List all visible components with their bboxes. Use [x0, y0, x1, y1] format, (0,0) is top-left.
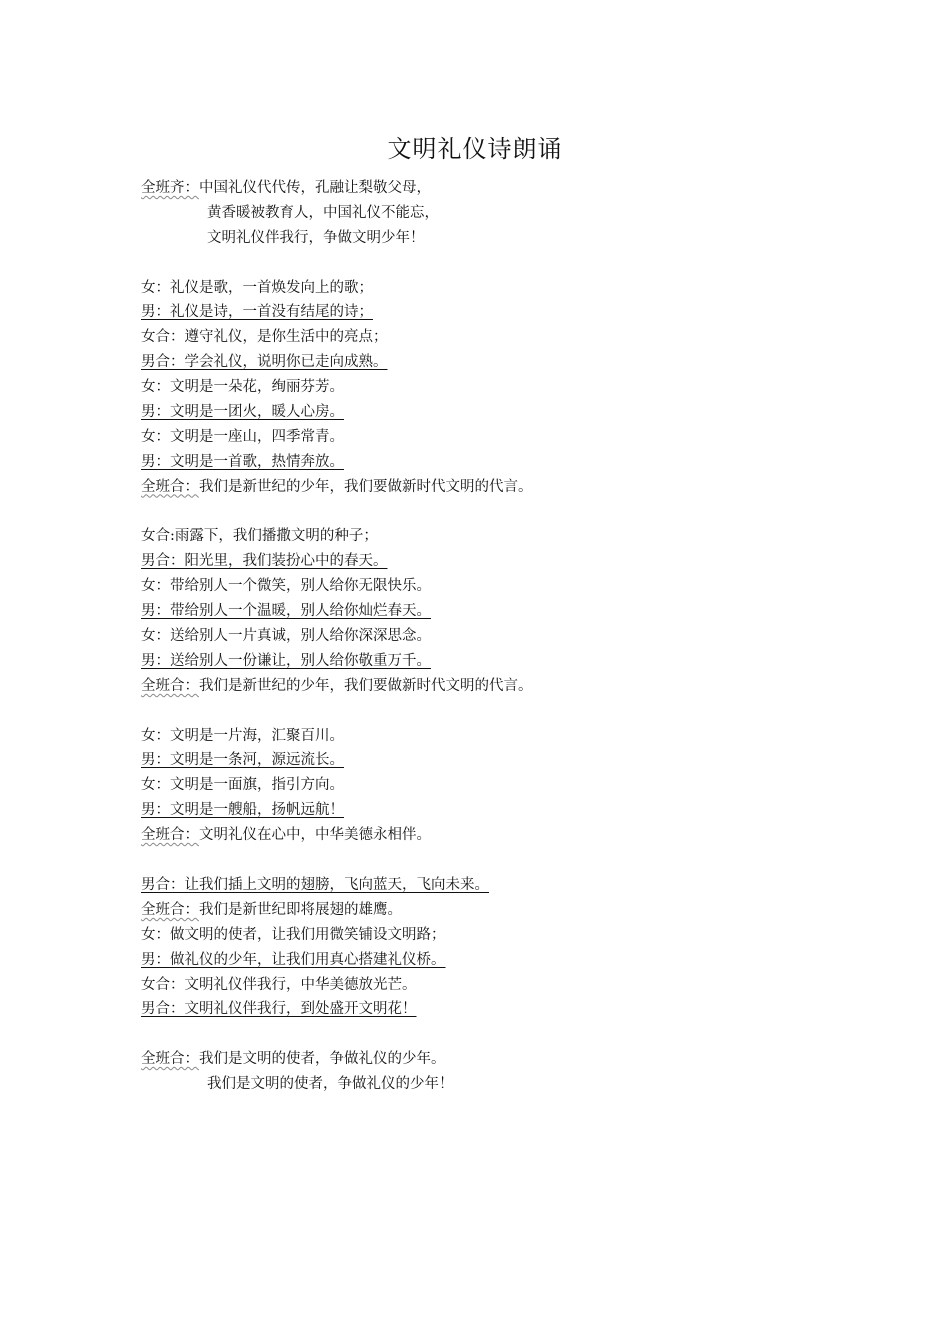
line-text: 文明是一条河，源远流长。 [170, 752, 344, 769]
speaker-label: 女合： [141, 976, 185, 993]
line-content [141, 1051, 446, 1067]
line-text: 文明礼仪伴我行，中华美德放光芒。 [184, 976, 417, 993]
line-content [141, 877, 499, 893]
speaker-label: 女： [141, 578, 170, 595]
line-content [141, 528, 378, 544]
line-content [141, 479, 533, 495]
speaker-label: 女： [141, 628, 170, 645]
line-text: 文明礼仪在心中，中华美德永相伴。 [199, 827, 431, 844]
speaker-label: 男合： [141, 1001, 185, 1018]
poem-line [141, 475, 901, 500]
speaker-label: 女： [141, 727, 170, 744]
line-text: 文明是一朵花，绚丽芬芳。 [170, 379, 344, 396]
line-text: 文明是一片海，汇聚百川。 [170, 727, 344, 744]
poem-line [141, 574, 901, 599]
poem-line [141, 400, 901, 425]
line-content [141, 304, 383, 320]
line-text: 文明礼仪伴我行，争做文明少年！ [207, 229, 425, 246]
line-text: 让我们插上文明的翅膀，飞向蓝天，飞向未来。 [184, 876, 489, 893]
line-text: 中国礼仪代代传，孔融让梨敬父母， [199, 180, 431, 196]
poem-title: 文明礼仪诗朗诵 [387, 135, 563, 163]
line-content [141, 180, 431, 196]
line-content [141, 379, 344, 395]
speaker-label: 全班合： [141, 1051, 199, 1068]
line-text: 雨露下，我们播撒文明的种子； [174, 528, 378, 545]
poem-line [141, 748, 901, 773]
line-content [141, 653, 441, 669]
line-content [141, 952, 456, 968]
line-content [141, 404, 354, 420]
poem-line [141, 425, 901, 450]
line-text: 我们是新世纪即将展翅的雄鹰。 [199, 901, 402, 918]
poem-line [141, 176, 901, 201]
stanza-gap [141, 500, 901, 525]
poem-line [141, 674, 901, 699]
speaker-label: 男： [141, 802, 170, 819]
stanza-gap [141, 1022, 901, 1047]
poem-line [141, 873, 901, 898]
line-text: 文明是一座山，四季常青。 [170, 428, 344, 445]
line-text: 遵守礼仪，是你生活中的亮点； [184, 329, 388, 346]
speaker-label: 女合： [141, 329, 185, 346]
line-content [141, 603, 441, 619]
line-text: 阳光里，我们装扮心中的春天。 [184, 553, 388, 570]
stanza-gap [141, 699, 901, 724]
poem-line [141, 1072, 901, 1097]
speaker-label: 全班合： [141, 901, 199, 918]
line-text: 带给别人一个微笑，别人给你无限快乐。 [170, 578, 431, 595]
line-text: 文明是一艘船，扬帆远航！ [170, 802, 344, 819]
line-text: 文明是一团火，暖人心房。 [170, 404, 344, 421]
speaker-label: 男合： [141, 354, 185, 371]
speaker-label: 全班合： [141, 677, 199, 694]
line-text: 礼仪是歌，一首焕发向上的歌； [170, 279, 373, 296]
line-content [141, 280, 373, 296]
speaker-label: 男： [141, 951, 170, 968]
speaker-label: 男： [141, 603, 170, 620]
speaker-label: 男： [141, 404, 170, 421]
poem-body [141, 176, 901, 1097]
line-text: 文明是一首歌，热情奔放。 [170, 453, 344, 470]
poem-line [141, 1047, 901, 1072]
speaker-label: 女合: [141, 528, 175, 545]
line-content [141, 977, 417, 993]
line-content [141, 329, 388, 345]
speaker-label: 女： [141, 379, 170, 396]
poem-line [141, 375, 901, 400]
speaker-label: 全班齐： [141, 180, 199, 196]
poem-line [141, 599, 901, 624]
speaker-label: 女： [141, 279, 170, 296]
line-text: 我们是新世纪的少年，我们要做新时代文明的代言。 [199, 677, 533, 694]
line-text: 文明是一面旗，指引方向。 [170, 777, 344, 794]
poem-line [141, 798, 901, 823]
stanza-gap [141, 251, 901, 276]
stanza-gap [141, 848, 901, 873]
speaker-label: 男合： [141, 876, 185, 893]
line-content [141, 802, 354, 818]
line-text: 我们是新世纪的少年，我们要做新时代文明的代言。 [199, 478, 533, 495]
line-content [141, 628, 431, 644]
speaker-label: 女： [141, 777, 170, 794]
line-text: 黄香暖被教育人，中国礼仪不能忘， [207, 204, 439, 221]
line-content [141, 578, 431, 594]
line-content [141, 728, 344, 744]
poem-line [141, 226, 901, 251]
poem-line [141, 450, 901, 475]
speaker-label: 全班合： [141, 827, 199, 844]
line-content [141, 927, 446, 943]
line-text: 做文明的使者，让我们用微笑铺设文明路； [170, 926, 446, 943]
poem-line [141, 350, 901, 375]
line-content [141, 902, 402, 918]
speaker-label: 男： [141, 652, 170, 669]
line-text: 文明礼仪伴我行，到处盛开文明花！ [184, 1001, 417, 1018]
line-text: 带给别人一个温暖，别人给你灿烂春天。 [170, 603, 431, 620]
speaker-label: 女： [141, 428, 170, 445]
line-content [141, 777, 344, 793]
poem-line [141, 276, 901, 301]
poem-line [141, 201, 901, 226]
line-content [141, 1001, 427, 1017]
speaker-label: 男合： [141, 553, 185, 570]
line-content [141, 354, 398, 370]
line-content [207, 230, 425, 246]
speaker-label: 男： [141, 453, 170, 470]
poem-line [141, 898, 901, 923]
line-text: 做礼仪的少年，让我们用真心搭建礼仪桥。 [170, 951, 446, 968]
line-text: 送给别人一份谦让，别人给你敬重万千。 [170, 652, 431, 669]
line-content [207, 205, 439, 221]
poem-line [141, 300, 901, 325]
speaker-label: 男： [141, 304, 170, 321]
speaker-label: 女： [141, 926, 170, 943]
poem-line [141, 724, 901, 749]
poem-line [141, 524, 901, 549]
poem-line [141, 923, 901, 948]
line-content [141, 678, 533, 694]
line-content [141, 752, 354, 768]
poem-line [141, 549, 901, 574]
speaker-label: 男： [141, 752, 170, 769]
line-text: 送给别人一片真诚，别人给你深深思念。 [170, 628, 431, 645]
line-text: 礼仪是诗，一首没有结尾的诗； [170, 304, 373, 321]
line-text: 我们是文明的使者，争做礼仪的少年！ [207, 1076, 454, 1093]
line-content [141, 454, 354, 470]
poem-line [141, 649, 901, 674]
poem-line [141, 325, 901, 350]
line-text: 我们是文明的使者，争做礼仪的少年。 [199, 1051, 446, 1068]
poem-line [141, 997, 901, 1022]
poem-line [141, 973, 901, 998]
speaker-label: 全班合： [141, 478, 199, 495]
line-content [207, 1076, 454, 1092]
line-content [141, 429, 344, 445]
poem-line [141, 773, 901, 798]
line-content [141, 827, 431, 843]
poem-line [141, 823, 901, 848]
line-content [141, 553, 398, 569]
poem-line [141, 948, 901, 973]
line-text: 学会礼仪，说明你已走向成熟。 [184, 354, 388, 371]
poem-line [141, 624, 901, 649]
